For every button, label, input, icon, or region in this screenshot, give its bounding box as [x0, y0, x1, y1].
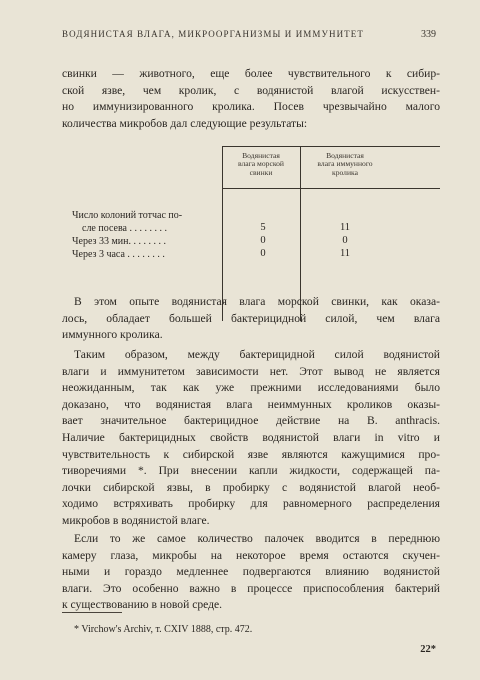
- text-line: Наличие бактерицидных свойств водянистой влаги in vitro и: [62, 430, 440, 444]
- text-line: ходимо встряхивать пробирку для равномерного распределения: [62, 497, 440, 511]
- table-top-rule: [222, 146, 440, 147]
- text-line: ными и гораздо медленнее подвергаются влиянию водянистой: [62, 565, 440, 579]
- text-line: количества микробов дал следующие результаты:: [62, 116, 308, 130]
- text-line: лочки сибирской язвы, в пробирку с водянистой влагой необ-: [62, 480, 440, 494]
- text-line: ской язве, чем кролик, с водянистой влагой искусствен-: [62, 83, 440, 97]
- text-line: доказано, что водянистая влага неиммунных кроликов оказы-: [62, 397, 440, 411]
- column-header-guinea-pig: Водянистая влага морской свинки: [238, 151, 284, 177]
- page-number: 339: [421, 29, 436, 40]
- results-table: [62, 138, 440, 263]
- table-cell: 5: [260, 222, 266, 233]
- text-line: влаги и иммунитетом зависимости нет. Этот вывод не является: [62, 364, 440, 378]
- table-cell: 0: [260, 248, 266, 259]
- table-cell: 11: [339, 248, 351, 259]
- text-line: вает значительное бактерицидное действие на B. anthracis.: [62, 414, 440, 428]
- text-line: Таким образом, между бактерицидной силой водянистой: [74, 348, 440, 361]
- text-line: неожиданным, так как уже прежними исследованиями было: [62, 381, 440, 395]
- running-header: [62, 29, 436, 40]
- table-cell: 11: [339, 222, 351, 233]
- column-header-immune-rabbit: Водянистая влага иммунного кролика: [317, 151, 373, 177]
- text-line: свинки — животного, еще более чувствительного к сибир-: [62, 67, 440, 80]
- row-label: сле посева . . . . . . . .: [82, 223, 167, 234]
- footnote: * Virchow's Archiv, т. CXIV 1888, стр. 472.: [74, 624, 253, 635]
- text-line: влаги. Это особенно важно в процессе приспособления бактерий: [62, 581, 440, 595]
- row-label: Через 3 часа . . . . . . . .: [72, 249, 165, 260]
- paragraph-4: [62, 531, 440, 614]
- table-header-rule: [222, 188, 440, 189]
- text-line: иммунного кролика.: [62, 328, 163, 342]
- row-label: Через 33 мин. . . . . . . .: [72, 236, 166, 247]
- text-line: чувствительность к сибирской язве являются кажущимися про-: [62, 447, 440, 461]
- running-title: ВОДЯНИСТАЯ ВЛАГА, МИКРООРГАНИЗМЫ И ИММУНИТЕТ: [62, 29, 364, 39]
- text-line: тиворечиями *. При внесении капли жидкости, содержащей па-: [62, 464, 440, 478]
- paragraph-1: [62, 66, 440, 132]
- text-line: Если то же самое количество палочек вводится в переднюю: [74, 532, 440, 545]
- paragraph-3: [62, 347, 440, 530]
- text-line: В этом опыте водянистая влага морской свинки, как оказа-: [74, 295, 440, 308]
- paragraph-2: [62, 294, 440, 344]
- row-label: Число колоний тотчас по-: [72, 210, 183, 221]
- table-cell: 0: [260, 235, 266, 246]
- text-line: лось, обладает большей бактерицидной силой, чем влага: [62, 311, 440, 325]
- text-line: к существованию в новой среде.: [62, 598, 223, 612]
- text-line: камеру глаза, микробы на некоторое время остаются скучен-: [62, 548, 440, 562]
- text-line: но иммунизированного кролика. Посев чрезвычайно малого: [62, 100, 440, 114]
- signature-mark: 22*: [420, 644, 436, 655]
- table-cell: 0: [342, 235, 348, 246]
- text-line: микробов в водянистой влаге.: [62, 513, 210, 527]
- footnote-rule: [62, 612, 122, 613]
